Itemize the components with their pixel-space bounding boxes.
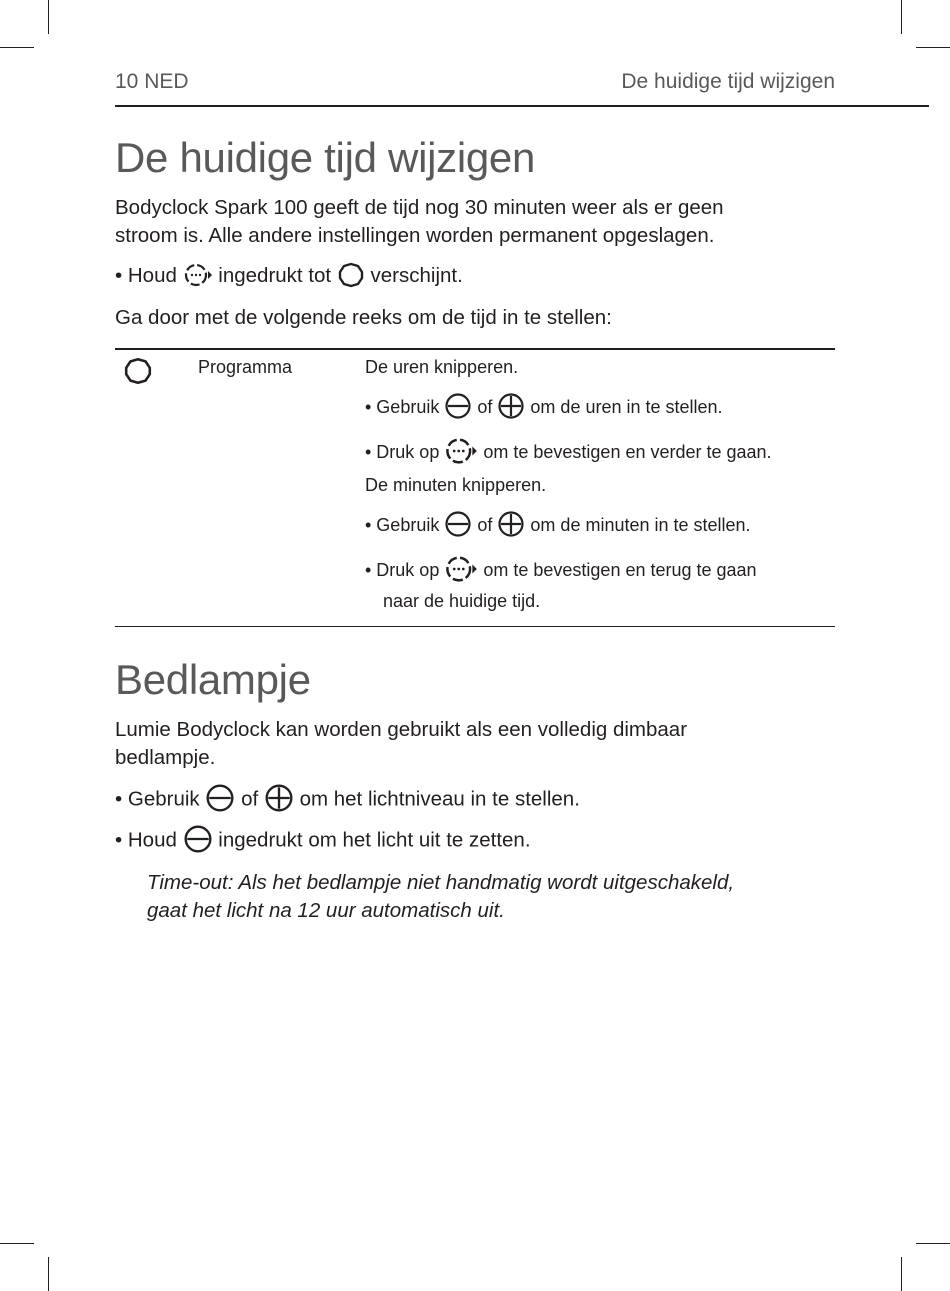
bullet-text: • Houd xyxy=(115,828,177,852)
intro-line: bedlampje. xyxy=(115,746,216,769)
bullet-text: • Houd xyxy=(115,264,177,287)
plus-button-icon xyxy=(264,783,294,813)
bullet-text: verschijnt. xyxy=(370,264,463,287)
page-number-label: 10 NED xyxy=(115,70,189,93)
step-text: • Druk op xyxy=(365,441,440,462)
light-level-instruction xyxy=(115,785,835,815)
menu-button-icon xyxy=(183,261,213,289)
minus-button-icon xyxy=(183,824,213,854)
section-intro-bedlamp xyxy=(115,716,835,772)
minus-button-icon xyxy=(205,783,235,813)
crop-mark xyxy=(916,1243,950,1244)
crop-mark xyxy=(48,0,49,34)
hours-press-step xyxy=(365,437,835,469)
program-symbol-icon xyxy=(337,261,365,289)
hold-menu-instruction xyxy=(115,262,835,291)
light-off-instruction xyxy=(115,826,835,856)
hours-heading: De uren knipperen. xyxy=(365,357,519,377)
crop-mark xyxy=(901,1257,902,1291)
table-top-rule xyxy=(115,348,835,350)
minutes-use-step xyxy=(365,512,835,540)
step-text: • Gebruik xyxy=(365,396,440,417)
bullet-text: of xyxy=(241,787,259,811)
section-intro-time xyxy=(115,194,835,250)
timeout-note xyxy=(147,869,835,925)
menu-button-icon xyxy=(444,553,478,585)
running-section-title: De huidige tijd wijzigen xyxy=(621,70,835,93)
minutes-press-step xyxy=(365,555,835,587)
intro-line: stroom is. Alle andere instellingen worden permanent opgeslagen. xyxy=(115,224,715,247)
step-text: om de uren in te stellen. xyxy=(530,396,723,417)
step-text: • Gebruik xyxy=(365,514,440,535)
bullet-text: • Gebruik xyxy=(115,787,200,811)
intro-line: Lumie Bodyclock kan worden gebruikt als een volledig dimbaar xyxy=(115,718,688,741)
running-head xyxy=(115,70,835,94)
step-text: om te bevestigen en verder te gaan. xyxy=(483,441,772,462)
mode-label: Programma xyxy=(198,357,293,377)
program-symbol-icon xyxy=(123,356,153,392)
crop-mark xyxy=(0,47,34,48)
sequence-lead: Ga door met de volgende reeks om de tijd in te stellen: xyxy=(115,306,612,329)
crop-mark xyxy=(916,47,950,48)
minutes-press-step-continued: naar de huidige tijd. xyxy=(383,591,541,611)
bullet-text: ingedrukt om het licht uit te zetten. xyxy=(218,828,531,852)
section-title-time: De huidige tijd wijzigen xyxy=(115,134,536,181)
bullet-text: ingedrukt tot xyxy=(218,264,332,287)
hours-use-step xyxy=(365,394,835,422)
step-text: of xyxy=(477,396,493,417)
step-text: om te bevestigen en terug te gaan xyxy=(483,559,757,580)
plus-button-icon xyxy=(497,510,525,538)
note-line: gaat het licht na 12 uur automatisch uit. xyxy=(147,899,505,922)
step-text: of xyxy=(477,514,493,535)
plus-button-icon xyxy=(497,392,525,420)
section-title-bedlamp: Bedlampje xyxy=(115,656,311,703)
note-line: Time-out: Als het bedlampje niet handmatig wordt uitgeschakeld, xyxy=(147,871,735,894)
crop-mark xyxy=(0,1243,34,1244)
menu-button-icon xyxy=(444,435,478,467)
crop-mark xyxy=(48,1257,49,1291)
step-text: • Druk op xyxy=(365,559,440,580)
step-text: om de minuten in te stellen. xyxy=(530,514,751,535)
bullet-text: om het lichtniveau in te stellen. xyxy=(299,787,580,811)
intro-line: Bodyclock Spark 100 geeft de tijd nog 30 minuten weer als er geen xyxy=(115,196,724,219)
header-rule xyxy=(115,105,929,107)
minus-button-icon xyxy=(444,392,472,420)
minus-button-icon xyxy=(444,510,472,538)
table-bottom-rule xyxy=(115,626,835,627)
minutes-heading: De minuten knipperen. xyxy=(365,475,547,495)
crop-mark xyxy=(901,0,902,34)
